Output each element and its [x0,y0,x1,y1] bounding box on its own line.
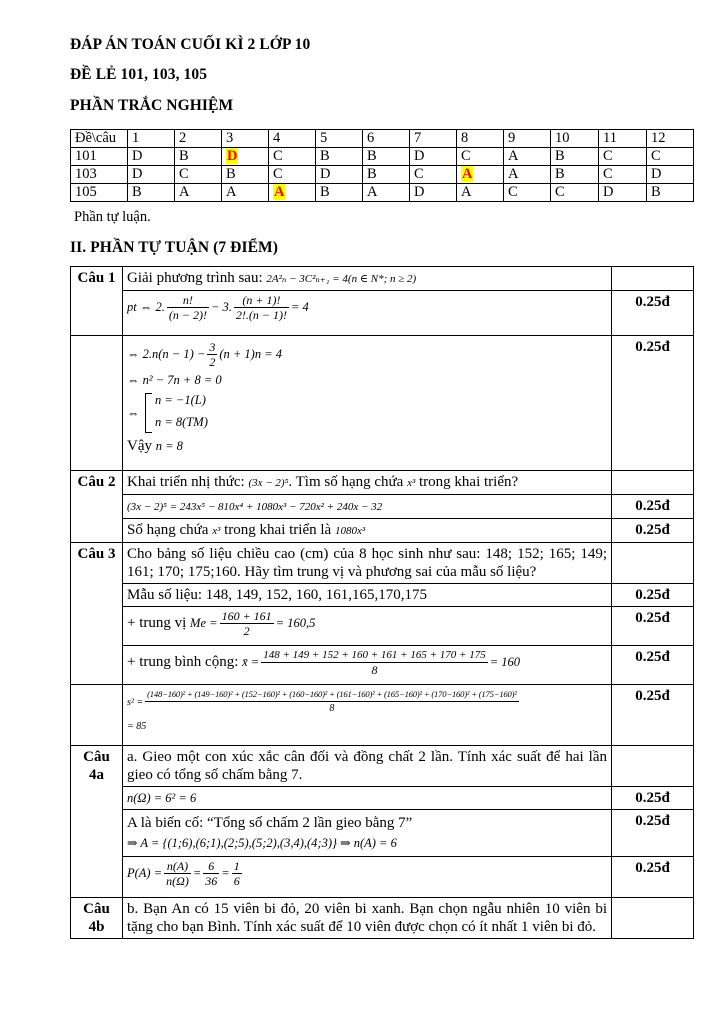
frac-den: 6 [233,874,240,888]
cau4a-frac1 [164,859,191,888]
answer-key-cell [71,130,128,148]
cau4a-row-c [71,810,694,857]
answer-key-cell [410,130,457,148]
cau1-steps [123,336,612,471]
answer-key-value: A [508,148,519,164]
cau2-term-val: 1080x³ [334,525,366,537]
answer-key-value: B [320,148,330,164]
essay-heading: II. PHẦN TỰ TUẬN (7 ĐIỂM) [70,239,279,256]
cau3-median [123,607,612,646]
cau1-score-1: 0.25đ [612,291,694,336]
answer-key-value: C [651,148,661,164]
frac-num: n(A) [164,859,191,874]
answer-key-value: C [461,148,471,164]
answer-key-value: 12 [651,130,666,146]
answer-key-value: C [508,184,518,200]
answer-key-cell [269,130,316,148]
answer-key-value: C [414,166,424,182]
cau1-step4 [127,391,607,435]
cau2-expansion [123,495,612,519]
cau1-conclusion-math: n = 8 [155,439,183,453]
cau1-step2-b: (n + 1)n = 4 [219,346,283,361]
cau4a-omega-math: n(Ω) = 6² = 6 [127,791,197,805]
answer-key-cell [457,130,504,148]
answer-key-value: A [226,184,237,200]
answer-key-cell [551,148,599,166]
cau1-frac1 [167,293,209,322]
answer-key-value: B [555,148,565,164]
answer-key-cell [175,166,222,184]
cau4a-row-a [71,746,694,787]
answer-key-value: B [651,184,661,200]
solution-table [70,266,694,939]
cau2-prompt-c: trong khai triển? [419,474,519,490]
cau1-step1-mid: − 3. [210,299,232,314]
answer-key-row [71,166,694,184]
answer-key-value: C [555,184,565,200]
cau3-score-2: 0.25đ [612,607,694,646]
answer-key-cell [647,166,694,184]
cau2-prompt-math: (3x − 2)⁵ [248,477,289,489]
cau3-cont [71,685,123,746]
cau3-row-b [71,584,694,607]
answer-key-value: D [132,148,143,164]
cau4a-label: Câu 4a [71,746,123,898]
system-bracket [145,393,152,433]
cau3-variance [123,685,612,746]
cau2-term-x: x³ [212,525,221,537]
cau3-sample: Mẫu số liệu: 148, 149, 152, 160, 161,165,170,175 [123,584,612,607]
answer-key-cell [128,148,175,166]
answer-key-cell [316,148,363,166]
cau3-row-c [71,607,694,646]
answer-key-cell [222,148,269,166]
answer-key-cell [504,130,551,148]
cau2-term-b: trong khai triển là [224,522,332,538]
multiple-choice-heading: PHẦN TRẮC NGHIỆM [70,97,234,114]
answer-key-cell [363,148,410,166]
cau3-var-frac [145,687,519,716]
cau4b-label: Câu 4b [71,898,123,939]
cau3-mean-end: = 160 [489,654,521,669]
answer-key-value: 105 [75,184,97,200]
answer-key-cell [128,130,175,148]
answer-key-cell [504,166,551,184]
cau4a-probability: P(A) = $\frac{n(A)}{n(\Omega)}$ = $\frac{6}{36}$ = $\frac{1}{6}$ [123,857,612,898]
cau1-row-c [71,336,694,471]
frac-num: (n + 1)! [234,293,289,308]
answer-key-cell [457,184,504,202]
frac-num: 160 + 161 [221,609,272,623]
answer-key-value: B [367,148,377,164]
cau4a-row-b [71,787,694,810]
cau1-prompt-math: 2A²ₙ − 3C²ₙ₊₁ = 4(n ∈ N*; n ≥ 2) [266,273,417,285]
answer-key-value: D [414,148,425,164]
answer-key-cell [647,130,694,148]
answer-key-value: A [274,184,285,200]
cau2-prompt-term: x³ [407,477,416,489]
answer-key-value: 8 [461,130,469,146]
frac-den: n(Ω) [166,874,189,888]
cau4a-event-text: A là biến cố: “Tổng số chấm 2 lần gieo bằng 7” [127,815,413,831]
answer-key-cell [599,184,647,202]
cau3-score-3: 0.25đ [612,646,694,685]
essay-note: Phần tự luận. [74,209,151,225]
cau1-step2-a: ⇔ 2.n(n − 1) − [127,346,206,361]
answer-key-cell [175,148,222,166]
answer-key-cell [316,166,363,184]
answer-key-value: 3 [226,130,234,146]
answer-key-cell [269,148,316,166]
answer-key-cell [222,184,269,202]
cau3-score-1: 0.25đ [612,584,694,607]
answer-key-cell [551,184,599,202]
cau2-score-empty [612,471,694,495]
cau1-root-2: n = 8(TM) [155,415,208,429]
cau2-prompt-b: . Tìm số hạng chứa [288,474,404,490]
answer-key-cell [222,130,269,148]
answer-key-cell [363,184,410,202]
answer-key-value: B [555,166,565,182]
answer-key-cell [599,148,647,166]
frac-num: 1 [233,859,240,873]
answer-key-cell [504,148,551,166]
answer-key-value: 10 [555,130,570,146]
answer-key-value: 4 [273,130,281,146]
answer-key-table [70,129,694,202]
answer-key-value: D [414,184,425,200]
cau4a-prompt: a. Gieo một con xúc xắc cân đối và đồng chất 2 lần. Tính xác suất để hai lần gieo có tổng số chấm bằng 7. [123,746,612,787]
answer-key-cell [551,130,599,148]
cau2-score-2: 0.25đ [612,519,694,543]
frac-den: 2!.(n − 1)! [235,308,287,322]
answer-key-cell [363,166,410,184]
cau2-row-a [71,471,694,495]
answer-key-value: 6 [367,130,375,146]
cau2-term-a: Số hạng chứa [127,522,209,538]
cau3-var-prefix: s² = [127,696,144,708]
answer-key-cell [363,130,410,148]
answer-key-value: 2 [179,130,187,146]
cau4a-prob-prefix: P(A) = [127,865,163,880]
frac-den: (n − 2)! [168,308,207,322]
cau2-expansion-math: (3x − 2)⁵ = 243x⁵ − 810x⁴ + 1080x³ − 720x² + 240x − 32 [127,501,383,513]
cau3-label: Câu 3 [71,543,123,685]
frac-num: 3 [209,340,216,354]
answer-key-value: B [226,166,236,182]
cau1-cont [71,336,123,471]
answer-key-value: B [179,148,189,164]
answer-key-value: A [462,166,473,182]
cau3-row-a [71,543,694,584]
cau1-score-2: 0.25đ [612,336,694,471]
frac-num: n! [167,293,209,308]
cau2-row-c [71,519,694,543]
cau3-median-end: = 160,5 [275,615,316,630]
cau3-score-4: 0.25đ [612,685,694,746]
answer-key-value: A [179,184,190,200]
frac-den: 8 [371,663,378,677]
cau1-row-a [71,267,694,291]
equivalence-symbol: ⇔ [127,406,140,420]
cau4b-score-empty [612,898,694,939]
cau2-row-b [71,495,694,519]
answer-key-value: D [320,166,331,182]
answer-key-cell [128,184,175,202]
answer-key-value: D [603,184,614,200]
cau3-mean [123,646,612,685]
answer-key-cell [316,130,363,148]
cau2-prompt [123,471,612,495]
answer-key-cell [222,166,269,184]
answer-key-cell [410,166,457,184]
cau4a-frac2 [203,859,219,888]
cau1-conclusion [127,437,607,455]
answer-key-cell [599,130,647,148]
frac-den: 2 [209,355,216,369]
cau1-row-b [71,291,694,336]
cau1-step1 [123,291,612,336]
answer-key-value: A [508,166,519,182]
cau1-step2 [127,340,607,369]
cau3-median-prefix: Me = [190,615,218,630]
answer-key-value: C [603,148,613,164]
answer-key-cell [410,148,457,166]
answer-key-value: A [367,184,378,200]
frac-num: 6 [203,859,219,874]
answer-key-cell [316,184,363,202]
answer-key-value: 5 [320,130,328,146]
frac-den: 8 [329,703,335,714]
answer-key-cell [551,166,599,184]
cau1-conclusion-word: Vậy [127,438,152,454]
cau3-row-e [71,685,694,746]
answer-key-cell [71,166,128,184]
cau4a-omega [123,787,612,810]
answer-key-cell [647,148,694,166]
frac-den: 2 [243,624,250,638]
cau1-label: Câu 1 [71,267,123,336]
answer-key-value: D [651,166,662,182]
cau4a-frac3 [232,859,242,888]
cau3-mean-label: + trung bình cộng: [127,653,239,670]
cau4b-row-a [71,898,694,939]
document-title: ĐÁP ÁN TOÁN CUỐI KÌ 2 LỚP 10 [70,36,311,53]
answer-key-value: C [603,166,613,182]
cau1-root-1: n = −1(L) [155,393,206,407]
answer-key-value: B [367,166,377,182]
cau1-prompt [123,267,612,291]
answer-key-cell [269,166,316,184]
answer-key-header-row [71,130,694,148]
cau3-var-result: = 85 [127,721,147,732]
cau4a-event [123,810,612,857]
cau4a-score-2: 0.25đ [612,810,694,857]
cau2-label: Câu 2 [71,471,123,543]
answer-key-value: Đề\câu [75,130,117,146]
cau1-frac2 [234,293,289,322]
answer-key-value: 101 [75,148,97,164]
answer-key-cell [410,184,457,202]
cau4a-event-math: ⇒ A = {(1;6),(6;1),(2;5),(5;2),(3,4),(4;3)} ⇒ n(A) = 6 [127,836,397,850]
frac-num: (148−160)² + (149−160)² + (152−160)² + (160−160)² + (161−160)² + (165−160)² + (170−160)² + (175−160)² [145,687,519,702]
answer-key-value: 11 [603,130,617,146]
cau4a-score-3: 0.25đ [612,857,694,898]
answer-key-cell [599,166,647,184]
answer-key-cell [457,166,504,184]
answer-key-value: C [179,166,189,182]
cau1-step3: ⇔ n² − 7n + 8 = 0 [127,373,222,387]
frac-den: 36 [205,874,218,888]
answer-key-value: D [132,166,143,182]
answer-key-cell [128,166,175,184]
cau3-row-d [71,646,694,685]
cau3-prompt: Cho bảng số liệu chiều cao (cm) của 8 học sinh như sau: 148; 152; 165; 149; 161; 170; 175;160. Hãy tìm trung vị và phương sai của mẫu số liệu? [123,543,612,584]
cau2-score-1: 0.25đ [612,495,694,519]
answer-key-row [71,148,694,166]
cau2-term [123,519,612,543]
cau1-prompt-text: Giải phương trình sau: [127,270,263,286]
answer-key-cell [457,148,504,166]
answer-key-value: C [273,148,283,164]
answer-key-value: A [461,184,472,200]
cau3-mean-prefix: x̄ = [242,654,260,669]
answer-key-value: 1 [132,130,140,146]
answer-key-value: 9 [508,130,516,146]
cau1-step1-end: = 4 [290,299,309,314]
answer-key-value: B [320,184,330,200]
cau4a-score-empty [612,746,694,787]
cau2-prompt-a: Khai triển nhị thức: [127,474,245,490]
cau3-median-label: + trung vị [127,614,187,631]
cau4a-score-1: 0.25đ [612,787,694,810]
answer-key-value: C [273,166,283,182]
cau1-score-empty [612,267,694,291]
answer-key-cell [175,184,222,202]
cau3-median-frac [220,609,274,638]
cau3-mean-frac [261,648,487,677]
answer-key-cell [504,184,551,202]
answer-key-value: 103 [75,166,97,182]
answer-key-value: 7 [414,130,422,146]
cau3-score-empty [612,543,694,584]
answer-key-cell [71,148,128,166]
cau4a-row-d [71,857,694,898]
answer-key-cell [647,184,694,202]
cau4b-prompt: b. Bạn An có 15 viên bi đỏ, 20 viên bi xanh. Bạn chọn ngẫu nhiên 10 viên bi tặng cho bạn Bình. Tính xác suất để 10 viên được chọn có ít nhất 1 viên bi đỏ. [123,898,612,939]
exam-codes: ĐỀ LẺ 101, 103, 105 [70,66,208,83]
frac-num: 148 + 149 + 152 + 160 + 161 + 165 + 170 + 175 [263,649,486,661]
answer-key-cell [269,184,316,202]
answer-key-value: B [132,184,142,200]
answer-key-row [71,184,694,202]
answer-key-cell [71,184,128,202]
cau1-frac3 [207,340,217,369]
answer-key-cell [175,130,222,148]
cau1-step1-prefix: pt ⇔ 2. [127,299,165,314]
answer-key-value: D [227,148,238,164]
